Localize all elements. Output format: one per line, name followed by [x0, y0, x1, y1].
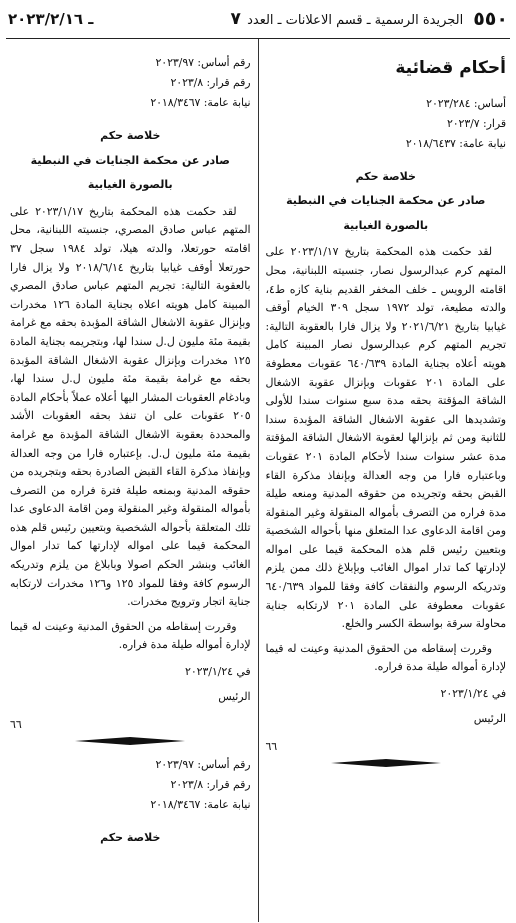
- summary-heading: خلاصة حكم: [355, 169, 416, 183]
- judgment-date: في ٢٠٢٣/١/٢٤: [440, 687, 506, 701]
- judgment-text: لقد حكمت هذه المحكمة بتاريخ ٢٠٢٣/١/١٧ على المتهم عباس صادق المصري، جنسيته اللبنانية، محل اقامته حورتعلا، والدته هيلا، تولد ١٩٨٤ سجل ٣٧ حورتعلا أوقف غيابيا بتاريخ ٢٠١٨/٦/١٤ ولا يزال فارا بالعقوبة التالية: تجريم المتهم عباس صادق المصري المبينة كامل هويته اعلاه بجناية المادة ١٢٦ مخدرات وبإنزال عقوبة الاشغال الشاقة المؤبدة بحقه مع غرامة بقيمة مئة مليون ل.ل سندا لها، وبتجريمه بجناية المادة ١٢٥ مخدرات وبإنزال عقوبة الاشغال الشاقة المؤبدة بحقه مع غرامة بقيمة مئة مليون ل.ل سندا لها، وبادغام العقوبات المشار اليها أعلاه عملاً بأحكام المادة ٢٠٥ عقوبات على ان تنفذ بحقه العقوبات الأشد والمحددة بعقوبة الاشغال الشاقة المؤبدة مع غرامة بقيمة مئة مليون ل.ل. بإعتباره فارا من وجه العدالة وبإنفاذ مذكرة القاء القبض الصادرة بحقه وبتجريده من حقوقه المدنية وبمنعه طيلة فترة فراره من التصرف بأمواله المنقولة وغير المنقولة ومن اقامة الدعاوى عدا تلك المتعلقة بأحواله الشخصية وبتعيين رئيس قلم هذه المحكمة قيما على امواله لإدارتها كما تدار اموال الغائب وبنشر الحكم اصولا وبابلاغ من يلزم وتدريكه الرسوم كافة وفقا للمواد ١٢٥ و١٢٦ مخدرات لارتكابه جناية اتجار وترويج مخدرات.: [10, 204, 251, 609]
- column-divider: [258, 39, 259, 922]
- ref-number: ٦٦: [10, 718, 22, 732]
- judgment-text: لقد حكمت هذه المحكمة بتاريخ ٢٠٢٣/١/١٧ على المتهم كرم عبدالرسول نصار، جنسيته اللبنانية، محل اقامته الرويس ـ خلف المخفر القديم بناية كازه ط٤، والدته مطيعة، تولد ١٩٧٢ سجل ٣٠٩ الخيام أوقف غيابيا بتاريخ ٢٠٢١/٦/٢١ ولا يزال فارا بالعقوبة التالية: تجريم المتهم كرم عبدالرسول نصار المبينة كامل هويته أعلاه بجناية المادة ٦٤٠/٦٣٩ عقوبات معطوفة على المادة ٢٠١ عقوبات وبإنزال عقوبة الاشغال الشاقة المؤقتة بحقه مدة سبع سنوات سندا للأولى وتشديدها الى عقوبة الاشغال الشاقة المؤبدة سندا للثانية ومن ثم بإنزالها لعقوبة الاشغال الشاقة المؤقتة مدة عشر سنوات سندا لأحكام المادة ٢٠١ عقوبات وباعتباره فارا من وجه العدالة وبإنفاذ مذكرة القاء القبض بحقه وتجريده من حقوقه المدنية ومنعه طيلة مدة فراره من التصرف بأمواله المنقولة وغير المنقولة ومن اقامة الدعاوى عدا المتعلق منها بأحواله الشخصية وبتعيين رئيس قلم هذه المحكمة قيما على امواله لإدارتها كما تدار اموال الغائب وبإبلاغ ذلك ممن يلزم وتدريكه الرسوم والنفقات كافة وفقا للمواد ٦٤٠/٦٣٩ عقوبات معطوفة على المادة ٢٠١ لارتكابه جناية محاولة سرقة بواسطة الكسر والخلع.: [265, 245, 506, 631]
- signer: الرئيس: [473, 711, 506, 725]
- judgment-addendum: وقررت إسقاطه من الحقوق المدنية وعينت له قيما لإدارة أمواله طيلة مدة فراره.: [265, 641, 506, 674]
- next-summary-heading: خلاصة حكم: [100, 830, 161, 844]
- case-decision: قرار: ٢٠٢٣/٧: [446, 116, 506, 130]
- next-case-prosecution: نيابة عامة: ٢٠١٨/٣٤٦٧: [150, 797, 251, 811]
- judgment-date: في ٢٠٢٣/١/٢٤: [185, 665, 251, 679]
- case-decision: رقم قرار: ٢٠٢٣/٨: [170, 76, 251, 89]
- next-case-decision: رقم قرار: ٢٠٢٣/٨: [170, 777, 251, 791]
- judgment-addendum: وقررت إسقاطه من الحقوق المدنية وعينت له قيما لإدارة أمواله طيلة مدة فراره.: [10, 619, 251, 652]
- left-column: [6, 39, 255, 922]
- issue-number: ٧: [230, 9, 241, 29]
- case-basis: رقم أساس: ٢٠٢٣/٩٧: [155, 56, 251, 69]
- issue-date: ـ ٢٠٢٣/٢/١٦: [8, 10, 94, 28]
- case-prosecution: نيابة عامة: ٢٠١٨/٦٤٣٧: [405, 136, 506, 150]
- right-column: [262, 39, 511, 922]
- section-title: أحكام قضائية: [395, 58, 506, 78]
- court-name: صادر عن محكمة الجنايات في النبطية: [286, 194, 486, 208]
- publication-title: [93, 9, 473, 29]
- judgment-mode: بالصورة الغيابية: [343, 218, 429, 232]
- separator-ornament: [266, 759, 507, 767]
- next-case-basis: رقم أساس: ٢٠٢٣/٩٧: [155, 757, 251, 771]
- case-prosecution: نيابة عامة: ٢٠١٨/٣٤٦٧: [150, 96, 251, 109]
- separator-ornament: [10, 737, 251, 745]
- page-header: [6, 0, 510, 39]
- summary-heading: خلاصة حكم: [100, 129, 161, 142]
- page-number: ٥٥٠: [473, 8, 508, 30]
- judgment-mode: بالصورة الغيابية: [87, 178, 173, 192]
- court-name: صادر عن محكمة الجنايات في النبطية: [30, 153, 230, 167]
- case-basis: أساس: ٢٠٢٣/٢٨٤: [426, 96, 506, 110]
- columns: [6, 39, 510, 922]
- ref-number: ٦٦: [265, 740, 278, 754]
- publication-name: الجريدة الرسمية ـ قسم الاعلانات ـ العدد: [247, 13, 464, 28]
- signer: الرئيس: [218, 689, 251, 703]
